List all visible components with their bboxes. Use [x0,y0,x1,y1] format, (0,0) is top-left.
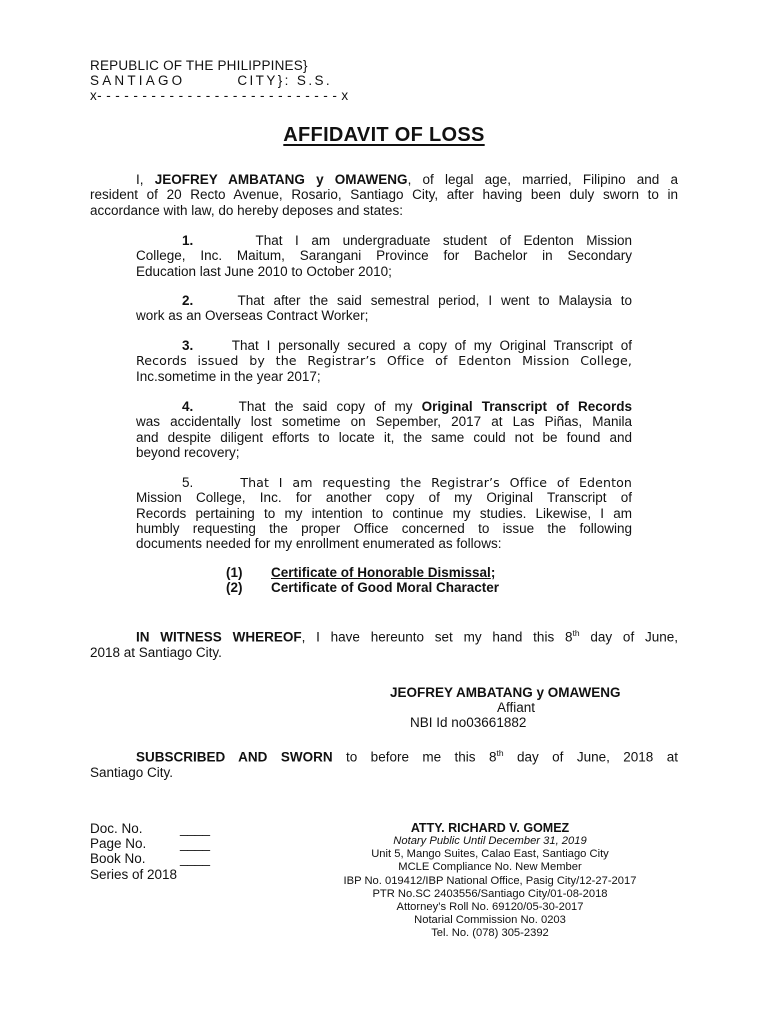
item-5-line-5: documents needed for my enrollment enumerated as follows: [136,536,502,552]
affiant-id: NBI Id no03661882 [410,715,527,730]
jurat-bold: SUBSCRIBED AND SWORN [136,749,333,765]
doc-no-blank: ____ [180,821,211,836]
item-1-text: That I am undergraduate student of Edenton Mission [255,233,632,248]
book-no-row [90,851,211,867]
book-no-blank: ____ [180,851,211,867]
notary-tel: Tel. No. (078) 305-2392 [431,927,549,940]
witness-line-1 [90,626,678,645]
witness-sup: th [572,628,580,638]
notary-ptr: PTR No.SC 2403556/Santiago City/01-08-2018 [372,887,608,900]
item-3-line-2: Records issued by the Registrar’s Office of Edenton Mission College, [136,353,632,369]
item-3-text: That I personally secured a copy of my Original Transcript of [231,338,632,353]
item-5-line-2: Mission College, Inc. for another copy of my Original Transcript of [136,490,632,506]
jurat-text-b: day of June, 2018 at [503,749,678,765]
series-row [90,867,177,882]
venue-city-name: SANTIAGO [90,73,186,88]
doc-no-row [90,821,211,836]
series-label: Series of 2018 [90,866,178,882]
item-2-line-2: work as an Overseas Contract Worker; [136,308,369,324]
venue-city-ss: CITY}: S.S. [237,73,333,88]
item-3 [136,338,632,384]
certificate-2-text: Certificate of Good Moral Character [271,580,500,595]
intro-line-3: accordance with law, do hereby deposes and states: [90,202,403,218]
item-4-line-4: beyond recovery; [136,444,240,460]
item-5 [136,475,632,551]
item-2-line-1 [136,293,632,308]
book-no-label: Book No. [90,851,146,867]
intro-line-2: resident of 20 Recto Avenue, Rosario, Santiago City, after having been duly sworn to in [90,187,678,203]
jurat-paragraph [90,746,678,780]
jurat-line-2: Santiago City. [90,764,174,780]
item-5-line-4: humbly requesting the proper Office concerned to issue the following [136,520,632,536]
witness-text-a: , I have hereunto set my hand this 8 [301,629,573,645]
document-reference [90,821,211,882]
item-5-number: 5. [182,475,194,490]
certificate-2-number: (2) [226,580,243,595]
certificate-1-text: Certificate of Honorable Dismissal [271,565,491,580]
item-2-text: That after the said semestral period, I went to Malaysia to [237,293,632,308]
item-4-line-2: was accidentally lost sometime on Sepember, 2017 at Las Piñas, Manila [136,414,632,430]
witness-bold: IN WITNESS WHEREOF [136,629,302,645]
document-title: AFFIDAVIT OF LOSS [283,124,485,146]
affiant-label: Affiant [497,700,536,715]
intro-line-1 [90,172,678,187]
notary-name: ATTY. RICHARD V. GOMEZ [410,821,570,835]
item-2-number: 2. [182,293,194,308]
item-2 [136,293,632,324]
notary-commission: Notarial Commission No. 0203 [414,914,566,927]
intro-post: , of legal age, married, Filipino and a [407,172,679,187]
jurat-sup: th [496,748,504,758]
item-5-text: That I am requesting the Registrar’s Office of Edenton [240,475,632,490]
venue-city [90,73,332,89]
item-4-line-3: and despite diligent efforts to locate it, the same could not be found and [136,429,632,445]
witness-line-2: 2018 at Santiago City. [90,644,222,660]
intro-paragraph [90,172,678,218]
jurat-line-1 [90,746,678,765]
doc-no-label: Doc. No. [90,821,143,836]
item-1-line-3: Education last June 2010 to October 2010; [136,263,392,279]
certificate-item-2 [226,580,500,595]
notary-mcle: MCLE Compliance No. New Member [398,861,582,874]
item-3-number: 3. [182,338,194,353]
certificate-1-number: (1) [226,565,243,580]
witness-paragraph [90,626,678,660]
item-4-number: 4. [182,399,194,414]
item-4-text: That the said copy of my [238,399,413,414]
item-1 [136,233,632,279]
item-3-line-3: Inc.sometime in the year 2017; [136,368,321,384]
item-1-line-1 [136,233,632,248]
certificate-1-suffix: ; [490,565,496,580]
jurat-text-a: to before me this 8 [332,749,497,765]
page-no-label: Page No. [90,836,147,852]
item-1-number: 1. [182,233,194,248]
item-1-line-2: College, Inc. Maitum, Sarangani Province for Bachelor in Secondary [136,248,632,264]
notary-roll: Attorney’s Roll No. 69120/05-30-2017 [396,901,584,914]
notary-address: Unit 5, Mango Suites, Calao East, Santiago City [371,848,609,861]
item-5-line-1 [136,475,632,490]
notary-ibp: IBP No. 019412/IBP National Office, Pasig City/12-27-2017 [343,874,637,887]
venue-republic: REPUBLIC OF THE PHILIPPINES} [90,58,308,73]
item-4 [136,399,632,460]
intro-pre: I, [136,172,144,187]
item-4-bold-text: Original Transcript of Records [421,399,632,414]
item-3-line-1 [136,338,632,353]
page-no-row [90,836,211,852]
notary-block [300,821,680,941]
notary-commission-until: Notary Public Until December 31, 2019 [393,835,587,847]
declarant-name: JEOFREY AMBATANG y OMAWENG [154,172,408,187]
item-5-line-3: Records pertaining to my intention to continue my studies. Likewise, I am [136,505,632,521]
page-no-blank: ____ [180,836,211,852]
item-4-line-1 [136,399,632,414]
certificate-item-1 [226,565,496,580]
venue-divider: x- - - - - - - - - - - - - - - - - - - - - - - - - - - x [90,88,349,103]
affiant-name: JEOFREY AMBATANG y OMAWENG [390,685,621,700]
witness-text-b: day of June, [579,629,679,645]
